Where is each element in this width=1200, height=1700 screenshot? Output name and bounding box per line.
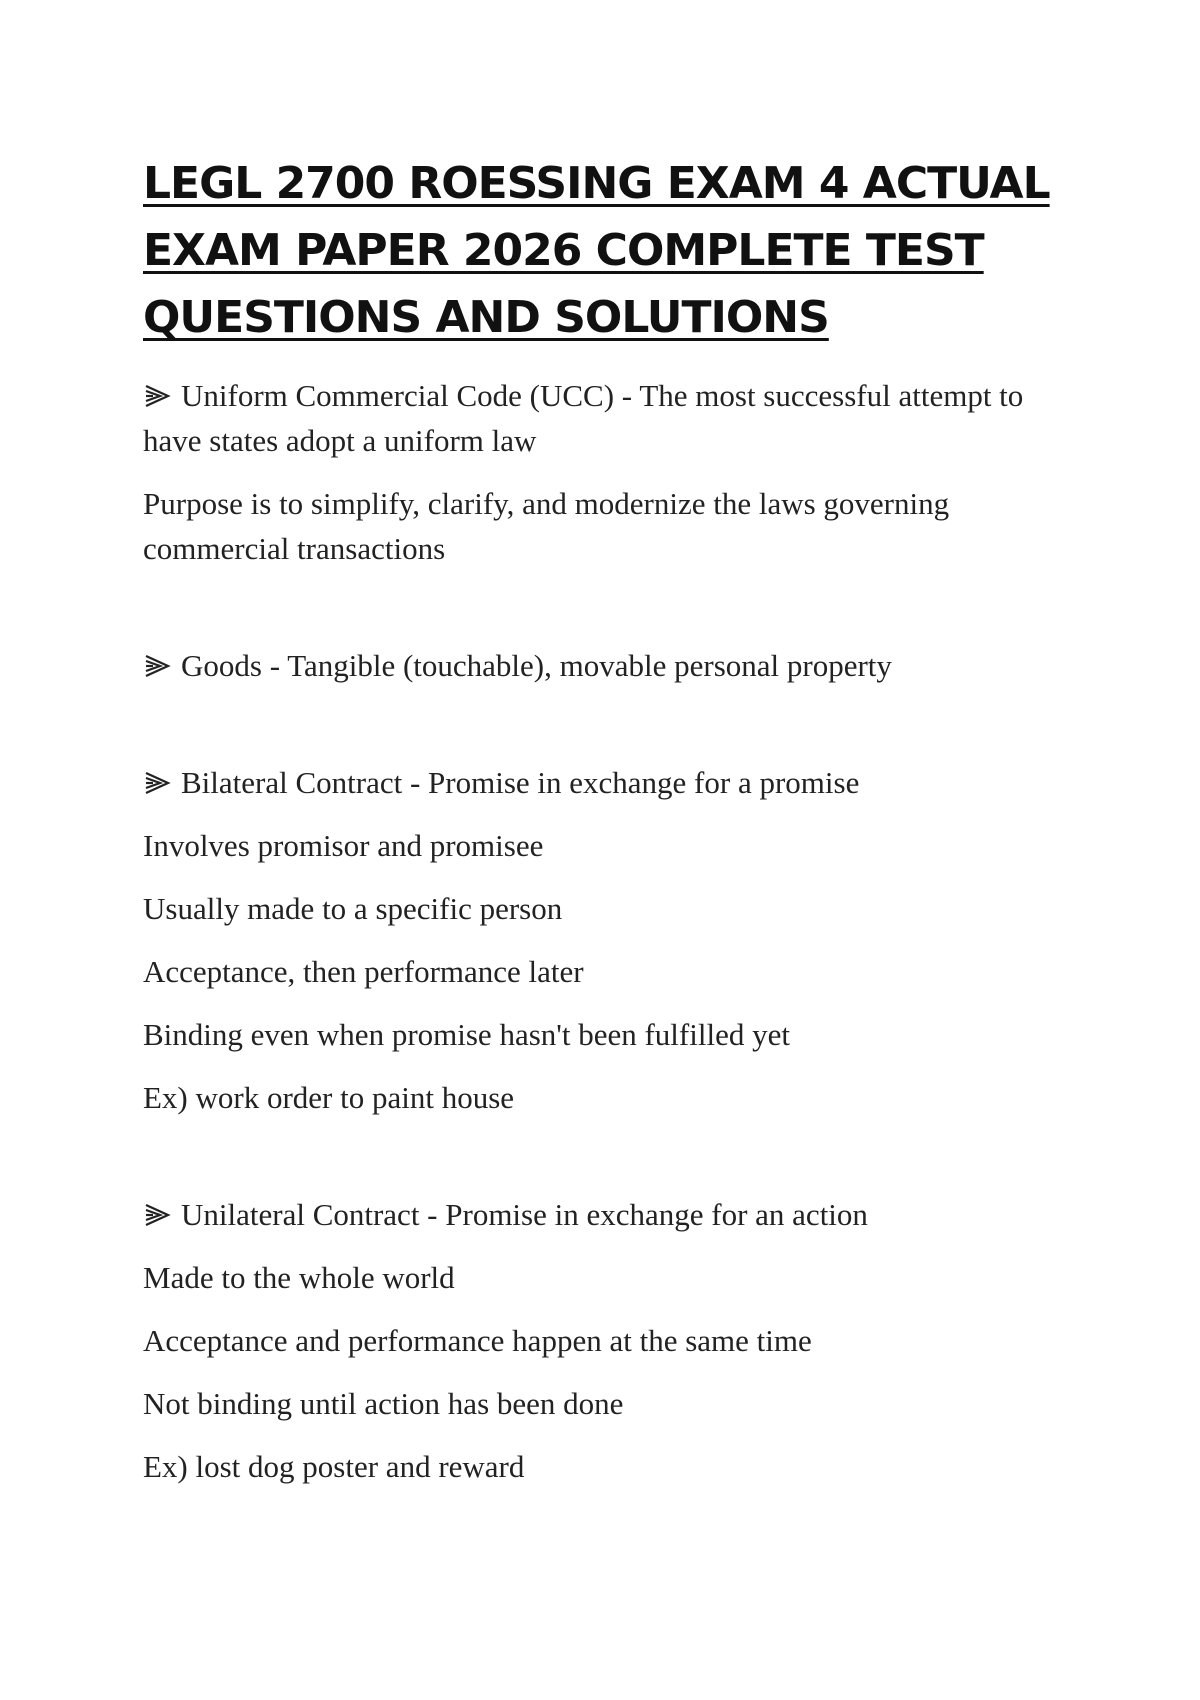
card-line: Acceptance, then performance later: [143, 954, 584, 989]
card-heading: [143, 643, 1063, 688]
card-heading-text: Goods - Tangible (touchable), movable personal property: [181, 648, 892, 683]
document-page: [143, 150, 1063, 1507]
flashcard-ucc: [143, 373, 1063, 571]
card-line: Binding even when promise hasn't been fulfilled yet: [143, 1017, 790, 1052]
arrow-bullet-icon: [143, 1202, 173, 1228]
card-line: Purpose is to simplify, clarify, and modernize the laws governing commercial transactions: [143, 486, 950, 566]
flashcard-unilateral-contract: [143, 1192, 1063, 1489]
title-line-1: LEGL 2700 ROESSING EXAM 4 ACTUAL: [143, 158, 1050, 209]
arrow-bullet-icon: [143, 653, 173, 679]
arrow-bullet-icon: [143, 770, 173, 796]
card-line: Ex) lost dog poster and reward: [143, 1449, 525, 1484]
card-heading-text: Unilateral Contract - Promise in exchange for an action: [181, 1197, 868, 1232]
title-line-2: EXAM PAPER 2026 COMPLETE TEST: [143, 225, 984, 276]
card-heading-text: Uniform Commercial Code (UCC) - The most successful attempt to have states adopt a uniform law: [143, 378, 1024, 458]
card-line: Not binding until action has been done: [143, 1386, 624, 1421]
card-line: Involves promisor and promisee: [143, 828, 544, 863]
document-title: [143, 150, 1063, 351]
arrow-bullet-icon: [143, 383, 173, 409]
card-line: Usually made to a specific person: [143, 891, 563, 926]
flashcard-bilateral-contract: [143, 760, 1063, 1120]
card-heading-text: Bilateral Contract - Promise in exchange for a promise: [181, 765, 860, 800]
card-line: Acceptance and performance happen at the same time: [143, 1323, 812, 1358]
flashcard-goods: [143, 643, 1063, 688]
title-line-3: QUESTIONS AND SOLUTIONS: [143, 292, 829, 343]
card-heading: [143, 373, 1063, 463]
card-heading: [143, 1192, 1063, 1237]
card-line: Made to the whole world: [143, 1260, 455, 1295]
card-heading: [143, 760, 1063, 805]
card-line: Ex) work order to paint house: [143, 1080, 515, 1115]
